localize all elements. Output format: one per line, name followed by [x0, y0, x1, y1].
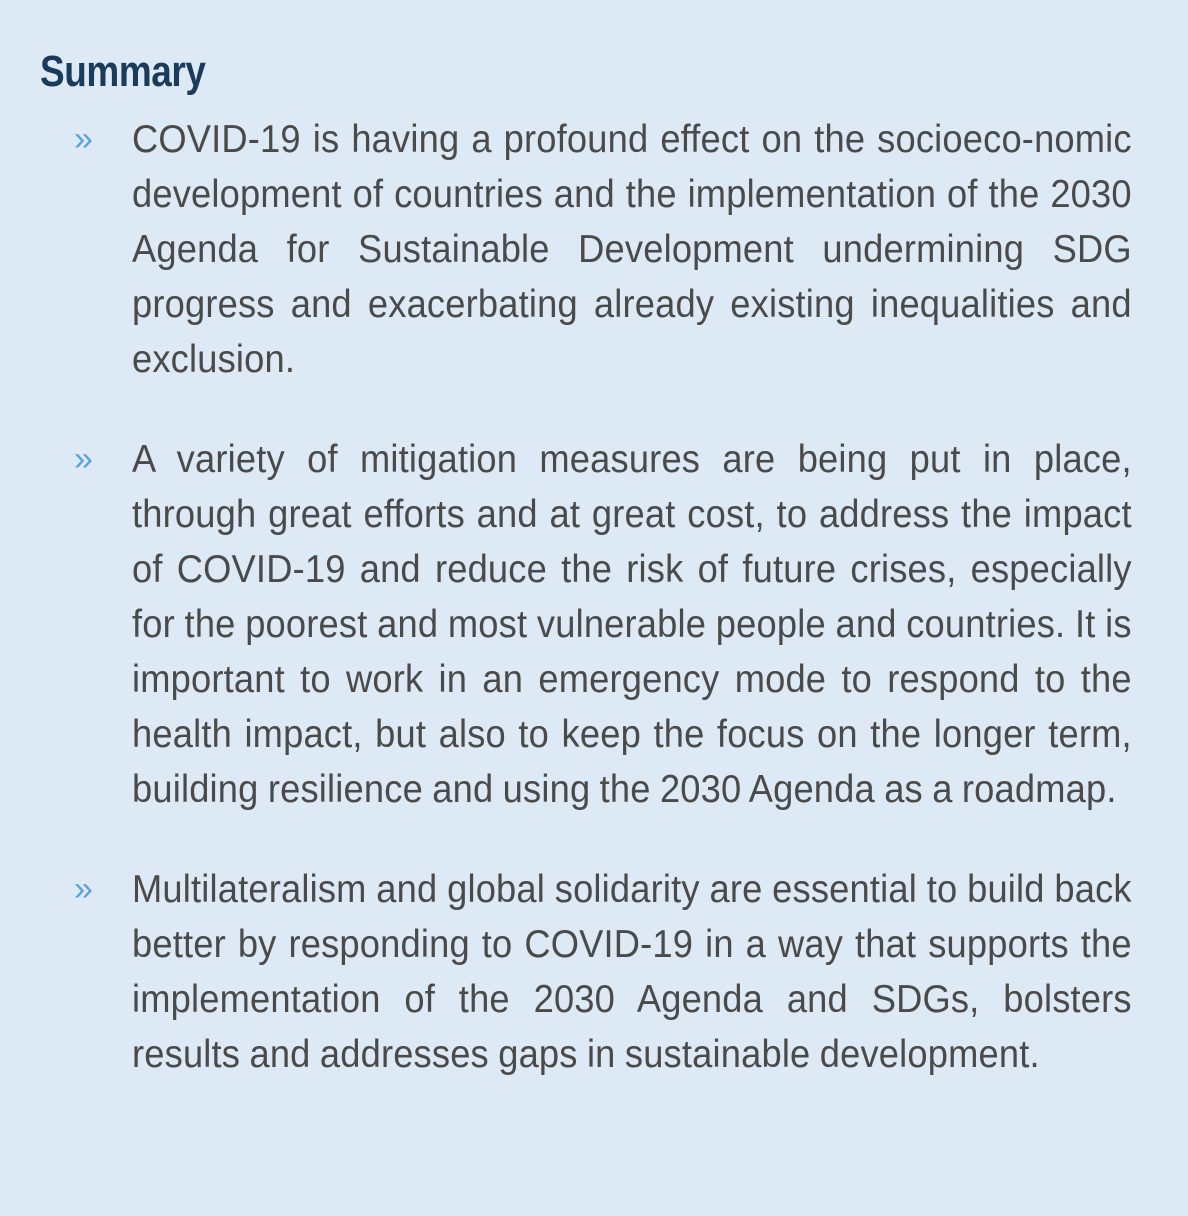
summary-item-text: Multilateralism and global solidarity are essential to build back better by responding to COVID-19 in a way that supports the implementation of the 2030 Agenda and SDGs, bolsters results and addresses gaps in sustainable development.	[132, 868, 1132, 1076]
chevron-right-icon: »	[74, 440, 93, 478]
summary-item	[40, 112, 1132, 387]
summary-item-text: COVID-19 is having a profound effect on the socioeco-nomic development of countries and the implementation of the 2030 Agenda for Sustainable Development undermining SDG progress and exacerbating already existing inequalities and exclusion.	[132, 118, 1132, 381]
chevron-right-icon: »	[74, 870, 93, 908]
summary-title: Summary	[40, 47, 206, 96]
summary-list	[40, 112, 1132, 1082]
summary-item	[40, 432, 1132, 817]
summary-item	[40, 862, 1132, 1082]
chevron-right-icon: »	[74, 120, 93, 158]
summary-item-text: A variety of mitigation measures are being put in place, through great efforts and at great cost, to address the impact of COVID-19 and reduce the risk of future crises, especially for the poorest and most vulnerable people and countries. It is important to work in an emergency mode to respond to the health impact, but also to keep the focus on the longer term, building resilience and using the 2030 Agenda as a roadmap.	[132, 438, 1132, 811]
